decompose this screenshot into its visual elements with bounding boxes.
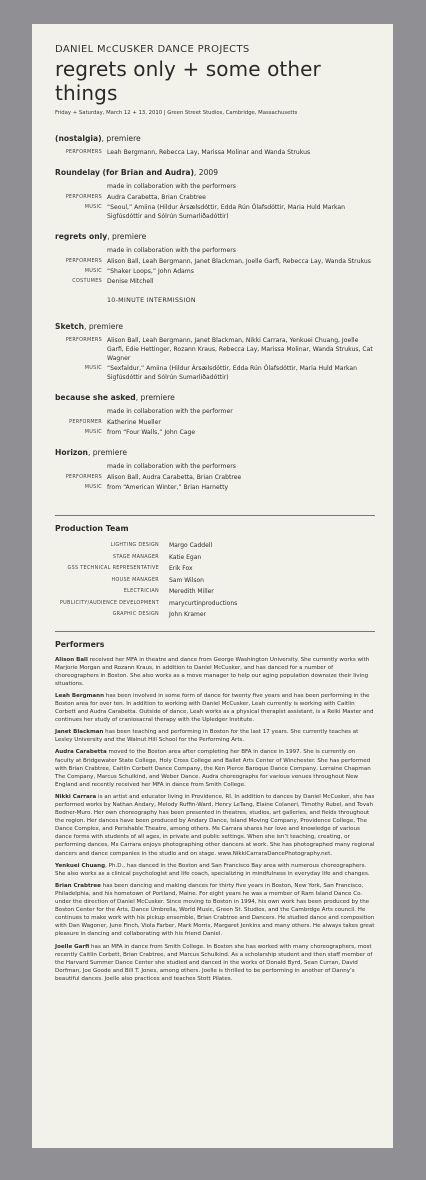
team-row (55, 575, 375, 587)
team-row (55, 609, 375, 621)
credit-value: Alison Ball, Audra Carabetta, Brian Crabtree (107, 474, 242, 481)
credit-value: Audra Carabetta, Brian Crabtree (107, 194, 206, 201)
company-name: DANIEL McCUSKER DANCE PROJECTS (55, 44, 250, 55)
work-status: , premiere (84, 322, 124, 331)
performer-bio (55, 692, 375, 724)
work-status: , premiere (87, 448, 128, 457)
work-note: made in collaboration with the performers (107, 463, 236, 470)
work-block (55, 322, 375, 382)
work-note: made in collaboration with the performers (107, 183, 236, 190)
performer-bio (55, 943, 375, 983)
team-role: PUBLICITY/AUDIENCE DEVELOPMENT (59, 599, 159, 606)
work-note: made in collaboration with the performer (107, 408, 233, 415)
work-status: , premiere (135, 393, 175, 402)
performer-name: Brian Crabtree (55, 882, 101, 889)
credit-value: Alison Ball, Leah Bergmann, Janet Blackman, Joelle Garfi, Rebecca Lay, Wanda Strukus (107, 258, 371, 265)
performer-bio-text: has been teaching and performing in Boston for the last 17 years. She currently teaches at Lesley University and the Walnut Hill School for the Performing Arts. (55, 729, 359, 744)
performer-name: Audra Carabetta (55, 749, 107, 756)
team-member: marycurtinproductions (169, 599, 238, 607)
credit-label: MUSIC (84, 365, 102, 371)
program-sheet (32, 24, 393, 1148)
credit-row (55, 483, 375, 492)
work-name: (nostalgia) (55, 134, 102, 143)
performer-bio-text: received her MFA in theatre and dance from George Washington University. She currently works with Marjorie Morgan and Rozann Kraus, in addition to Daniel McCusker, and has danced for a number of choreographers in Boston. She also works as a move manager to help our aging population downsize their living situations. (55, 656, 370, 687)
credit-row (55, 203, 375, 221)
credit-label: MUSIC (84, 204, 102, 210)
credit-row (55, 364, 375, 382)
credit-value: from “Four Walls,” John Cage (107, 429, 196, 436)
dateline: Friday + Saturday, March 12 + 13, 2010 | Green Street Studios, Cambridge, Massachusetts (55, 110, 298, 116)
team-role: GRAPHIC DESIGN (112, 611, 159, 617)
credit-label: PERFORMERS (65, 258, 102, 264)
credit-label: PERFORMERS (65, 194, 102, 200)
performer-bio (55, 748, 375, 788)
performer-bio (55, 882, 375, 939)
work-name: Sketch (55, 322, 85, 331)
work-block (55, 232, 375, 286)
credit-value: Denise Mitchell (107, 278, 154, 285)
work-block (55, 134, 375, 157)
production-heading: Production Team (55, 524, 129, 533)
production-team-list (55, 540, 375, 621)
credit-row (55, 473, 375, 482)
work-block (55, 168, 375, 221)
performer-bio (55, 793, 375, 858)
work-title (55, 232, 375, 241)
credit-label: MUSIC (84, 268, 102, 274)
work-title (55, 322, 375, 331)
program-content (55, 44, 375, 987)
intermission: 10-MINUTE INTERMISSION (107, 297, 196, 304)
work-name: because she asked (55, 393, 136, 402)
credit-label: MUSIC (84, 484, 102, 490)
performer-bio-text: is an artist and educator living in Providence, RI. In addition to dances by Daniel McCusker, she has performed works by Nathan Andary, Melody Ruffin-Ward, Henry LeTang, Elaine Colaneri, Timothy Rubel, and Tovah Bodner-Muro. Her own choreography has been presented in theatres, studios, art galleries, and fields throughout the region. Her dances have been produced by Andary Dance, Island Moving Company, Providence College, The Dance Complex, and Perishable Theatre, among others. Ms Carrara shares her love and knowledge of various dance forms with students of all ages, in private and public settings. When she isn’t teaching, creating, or performing dances, Ms Carrara enjoys photographing other dancers at work. She has photographed many regional dancers and dance companies in the studio and on stage. www.NikkiCarraraDancePhotography.net. (55, 793, 375, 857)
work-name: Roundelay (for Brian and Audra) (55, 168, 194, 177)
team-row (55, 540, 375, 552)
works-first-half (55, 134, 375, 286)
team-row (55, 586, 375, 598)
team-role: HOUSE MANAGER (111, 576, 159, 583)
work-title (55, 393, 375, 402)
credit-value: Leah Bergmann, Rebecca Lay, Marissa Molinar and Wanda Strukus (107, 149, 311, 156)
divider (55, 631, 375, 632)
credit-value: Alison Ball, Leah Bergmann, Janet Blackman, Nikki Carrara, Yenkuei Chuang, Joelle Garfi, Edie Hettinger, Rozann Kraus, Rebecca Lay, Marissa Molinar, Wanda Strukus, Cat Wagner (107, 337, 373, 362)
credit-row (55, 148, 375, 157)
performer-name: Joelle Garfi (55, 943, 90, 950)
team-member: Katie Egan (169, 553, 202, 561)
credit-row (55, 336, 375, 363)
performer-name: Leah Bergmann (55, 692, 105, 699)
credit-row (55, 428, 375, 437)
work-name: regrets only (55, 232, 108, 241)
performer-bio-text: , Ph.D., has danced in the Boston and San Francisco Bay area with numerous choreographers. She also works as a clinical psychologist and life coach, specializing in mindfulness in everyday life and changes. (55, 862, 370, 877)
performer-bio (55, 656, 375, 688)
team-member: Erik Fox (169, 565, 193, 572)
work-status: , premiere (107, 232, 147, 241)
credit-row (55, 257, 375, 266)
show-title: regrets only + some other things (55, 57, 321, 105)
work-status: , 2009 (193, 168, 219, 177)
credit-row (55, 277, 375, 286)
performer-bio-text: has an MFA in dance from Smith College. In Boston she has worked with many choreographers, most recently Caitlin Corbett, Brian Crabtree, and Marcus Schulkind. As a scholarship student and then staff member of the Harvard Summer Dance Center she studied and danced in the works of Donald Byrd, Sean Curran, David Dorfman, Joe Goode and Bill T. Jones, among others. Joelle is thrilled to be performing in another of Danny’s beautiful dances. Joelle also practices and teaches Stott Pilates. (55, 943, 373, 982)
credit-row (55, 267, 375, 276)
credit-label: PERFORMERS (65, 474, 102, 480)
work-status: , premiere (101, 134, 141, 143)
credit-label: PERFORMERS (65, 149, 102, 155)
team-row (55, 552, 375, 564)
team-role: ELECTRICIAN (123, 588, 159, 594)
work-name: Horizon (55, 448, 88, 457)
credit-row (55, 418, 375, 427)
credit-label: PERFORMER (69, 419, 102, 425)
credit-row (55, 193, 375, 202)
work-note: made in collaboration with the performers (107, 247, 236, 254)
credit-value: “Seoul,” Amiina (Hildur Ársælsdóttir, Edda Rún Ólafsdóttir, Maria Huld Markan Sigfúsdóttir and Sólrún Sumarliðadóttir) (107, 204, 345, 220)
performer-name: Yenkuei Chuang (55, 862, 106, 869)
team-row (55, 563, 375, 575)
team-member: Meredith Miller (169, 588, 214, 595)
team-role: GSS TECHNICAL REPRESENTATIVE (67, 565, 159, 571)
performer-bio-text: has been dancing and making dances for thirty five years in Boston, New York, San Francisco, Philadelphia, and his hometown of Portland, Maine. For eight years he was a member of Ram Island Dance Co. under the direction of Daniel McCusker. Since moving to Boston in 1994, his own work has been produced by the Boston Center for the Arts, Dance Umbrella, World Music, Green St. Studios, and the Cambrdge Arts council. He continues to make work with his pickup ensemble, Brian Crabtree and Dancers. He studied dance and composition with Dan Wagoner, June Finch, Viola Farber, Mark Morris, Margaret Jenkins and many others. He always takes great pleasure in dancing and collaborating with his friend Daniel. (55, 882, 375, 938)
credit-value: “Shaker Loops,” John Adams (107, 268, 194, 275)
performer-name: Janet Blackman (55, 729, 104, 736)
team-role: LIGHTING DESIGN (110, 542, 159, 548)
performer-name: Alison Ball (55, 656, 88, 663)
team-row (55, 598, 375, 610)
performers-heading: Performers (55, 639, 105, 649)
credit-label: PERFORMERS (65, 337, 102, 343)
credit-value: from “American Winter,” Brian Harnetty (107, 484, 229, 491)
team-member: Sam Wilson (169, 576, 204, 584)
team-role: STAGE MANAGER (112, 553, 159, 560)
team-member: John Kramer (169, 611, 207, 618)
work-title (55, 448, 375, 457)
performer-bios (55, 656, 375, 983)
works-second-half (55, 322, 375, 492)
work-block (55, 393, 375, 437)
credit-value: Katherine Mueller (107, 419, 161, 426)
performer-bio-text: moved to the Boston area after completing her BFA in dance in 1997. She is currently on faculty at Bridgewater State College, Holy Cross College and Ballet Arts Center of Winchester. She has performed with Brian Crabtree, Caitlin Corbett Dance Company, the Ken Pierce Baroque Dance Company, Lorraine Chapman The Company, Marcus Schulkind, and Weber Dance. Audra choreographs for various venues throughout New England and recently received her MFA in dance from Smith College. (55, 749, 371, 788)
work-block (55, 448, 375, 492)
divider (55, 515, 375, 516)
credit-value: “Sexfaldur,” Amiina (Hildur Ársælsdóttir, Edda Rún Ólafsdóttir, Maria Huld Markan Sigfúsdóttir and Sólrún Sumarliðadóttir) (107, 365, 357, 381)
work-title (55, 134, 375, 143)
performer-bio-text: has been involved in some form of dance for twenty five years and has been performing in the Boston area for over ten. In addition to working with Daniel McCusker, Leah currently is working with Caitlin Corbett and Audra Carabetta. Outside of dance, Leah works as a physical therapist assistant, is a Reiki Master and continues her study of craniosacral therapy with the Upledger Institute. (55, 692, 374, 724)
credit-label: MUSIC (84, 429, 102, 435)
performer-bio (55, 862, 375, 878)
credit-label: COSTUMES (72, 278, 102, 284)
team-member: Margo Caddell (169, 542, 213, 549)
performer-bio (55, 728, 375, 744)
performer-name: Nikki Carrara (55, 793, 97, 800)
work-title (55, 168, 375, 177)
